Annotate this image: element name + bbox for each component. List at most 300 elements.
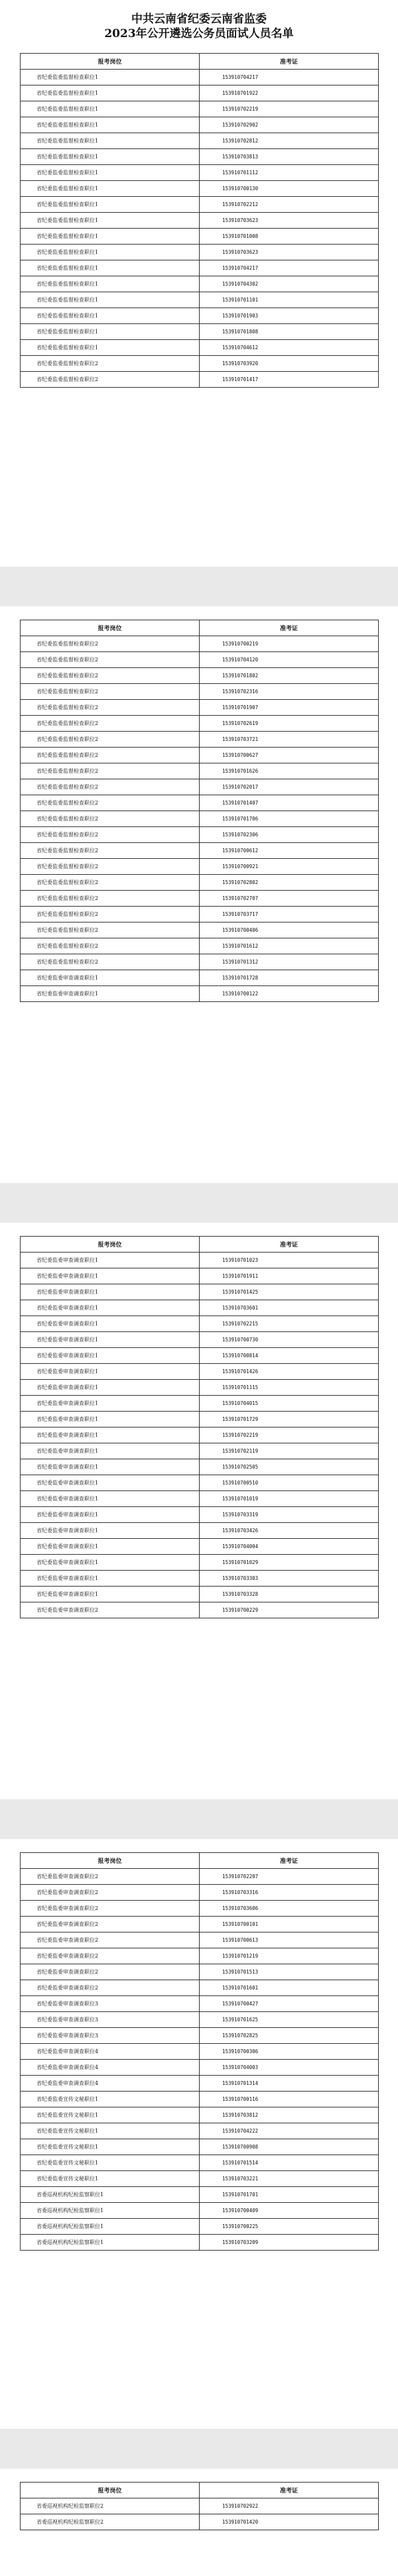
cell-position: 省纪委监委审查调查职位4 (21, 2060, 200, 2076)
cell-ticket-number: 153910701601 (200, 1980, 379, 1996)
cell-ticket-number: 153910702802 (200, 875, 379, 891)
header-position: 报考岗位 (21, 1853, 200, 1869)
cell-position: 省纪委监委审查调查职位1 (21, 1396, 200, 1412)
cell-ticket-number: 153910703303 (200, 1571, 379, 1587)
table-row (21, 1364, 379, 1380)
cell-position: 省纪委监委监督检查职位2 (21, 875, 200, 891)
cell-position: 省纪委监委审查调查职位2 (21, 1917, 200, 1932)
cell-position: 省纪委监委监督检查职位2 (21, 668, 200, 684)
cell-ticket-number: 153910703221 (200, 2171, 379, 2187)
table-row (21, 165, 379, 181)
table-row (21, 1412, 379, 1428)
cell-ticket-number: 153910704302 (200, 276, 379, 292)
table-row (21, 652, 379, 668)
table-row (21, 117, 379, 133)
cell-ticket-number: 153910702825 (200, 2028, 379, 2044)
cell-ticket-number: 153910700409 (200, 2203, 379, 2219)
table-row (21, 2171, 379, 2187)
cell-position: 省纪委监委监督检查职位1 (21, 85, 200, 101)
table-row (21, 2028, 379, 2044)
table-row (21, 101, 379, 117)
cell-ticket-number: 153910704217 (200, 70, 379, 85)
cell-ticket-number: 153910701907 (200, 700, 379, 716)
table-row (21, 1443, 379, 1459)
cell-position: 省纪委监委审查调查职位1 (21, 1571, 200, 1587)
table-row (21, 891, 379, 907)
cell-position: 省纪委监委监督检查职位2 (21, 748, 200, 763)
cell-ticket-number: 153910702212 (200, 197, 379, 213)
cell-position: 省纪委监委审查调查职位1 (21, 1380, 200, 1396)
cell-position: 省纪委监委监督检查职位2 (21, 891, 200, 907)
table-row (21, 2076, 379, 2092)
table-row (21, 907, 379, 923)
table-row (21, 2139, 379, 2155)
interview-table-3 (20, 1236, 379, 1618)
table-row (21, 213, 379, 229)
cell-ticket-number: 153910700306 (200, 2044, 379, 2060)
cell-ticket-number: 153910700814 (200, 1348, 379, 1364)
cell-ticket-number: 153910700510 (200, 1475, 379, 1491)
sheet-5 (0, 2469, 398, 2576)
table-row (21, 356, 379, 372)
table-row (21, 1507, 379, 1523)
cell-ticket-number: 153910701029 (200, 1555, 379, 1571)
table-row (21, 970, 379, 986)
cell-ticket-number: 153910701101 (200, 292, 379, 308)
cell-ticket-number: 153910700921 (200, 859, 379, 875)
cell-position: 省纪委监委监督检查职位2 (21, 907, 200, 923)
table-row (21, 1932, 379, 1948)
table-row (21, 795, 379, 811)
cell-ticket-number: 153910701513 (200, 1964, 379, 1980)
table-row (21, 938, 379, 954)
cell-ticket-number: 153910700627 (200, 748, 379, 763)
table-row (21, 716, 379, 732)
table-row (21, 1284, 379, 1300)
cell-position: 省纪委监委审查调查职位1 (21, 1284, 200, 1300)
cell-position: 省纪委监委监督检查职位2 (21, 923, 200, 938)
table-row (21, 1348, 379, 1364)
cell-ticket-number: 153910703426 (200, 1523, 379, 1539)
cell-position: 省纪委监委监督检查职位1 (21, 260, 200, 276)
cell-ticket-number: 153910700229 (200, 1602, 379, 1618)
table-row (21, 1980, 379, 1996)
table-row (21, 1885, 379, 1901)
table-row (21, 1917, 379, 1932)
title-line-2: 2023年公开遴选公务员面试人员名单 (104, 27, 294, 40)
cell-ticket-number: 153910700613 (200, 1932, 379, 1948)
cell-position: 省纪委监委审查调查职位1 (21, 1523, 200, 1539)
cell-position: 省纪委监委审查调查职位1 (21, 1253, 200, 1268)
cell-ticket-number: 153910701728 (200, 970, 379, 986)
cell-ticket-number: 153910703319 (200, 1507, 379, 1523)
cell-ticket-number: 153910701219 (200, 1948, 379, 1964)
interview-table-2 (20, 620, 379, 1002)
cell-position: 省纪委监委监督检查职位1 (21, 117, 200, 133)
cell-ticket-number: 153910702017 (200, 779, 379, 795)
table-row (21, 2514, 379, 2530)
cell-position: 省委巡视机构纪检监察职位1 (21, 2187, 200, 2203)
cell-position: 省纪委监委监督检查职位2 (21, 938, 200, 954)
cell-position: 省纪委监委审查调查职位2 (21, 1602, 200, 1618)
cell-position: 省纪委监委审查调查职位1 (21, 1268, 200, 1284)
cell-position: 省纪委监委监督检查职位1 (21, 308, 200, 324)
page-gap (0, 1799, 398, 1839)
cell-ticket-number: 153910701612 (200, 938, 379, 954)
cell-ticket-number: 153910700130 (200, 181, 379, 197)
table-header-row (21, 1237, 379, 1253)
table-row (21, 1300, 379, 1316)
cell-ticket-number: 153910702902 (200, 117, 379, 133)
cell-position: 省委巡视机构纪检监察职位1 (21, 2219, 200, 2235)
table-body (21, 1869, 379, 2251)
cell-ticket-number: 153910700101 (200, 1917, 379, 1932)
cell-ticket-number: 153910700225 (200, 2219, 379, 2235)
cell-position: 省纪委监委监督检查职位1 (21, 101, 200, 117)
table-row (21, 1948, 379, 1964)
table-row (21, 2092, 379, 2107)
table-row (21, 324, 379, 340)
cell-ticket-number: 153910700612 (200, 843, 379, 859)
cell-position: 省纪委监委监督检查职位1 (21, 276, 200, 292)
cell-position: 省纪委监委宣传文秘职位1 (21, 2171, 200, 2187)
table-row (21, 2187, 379, 2203)
cell-position: 省纪委监委宣传文秘职位1 (21, 2092, 200, 2107)
cell-ticket-number: 153910701019 (200, 1491, 379, 1507)
table-row (21, 181, 379, 197)
table-row (21, 1268, 379, 1284)
cell-position: 省纪委监委监督检查职位2 (21, 716, 200, 732)
header-ticket: 准考证 (200, 620, 379, 636)
cell-ticket-number: 153910701903 (200, 308, 379, 324)
cell-position: 省纪委监委审查调查职位1 (21, 1539, 200, 1555)
cell-position: 省纪委监委监督检查职位1 (21, 229, 200, 245)
cell-position: 省纪委监委审查调查职位2 (21, 1932, 200, 1948)
cell-position: 省纪委监委宣传文秘职位1 (21, 2123, 200, 2139)
table-row (21, 2219, 379, 2235)
cell-position: 省纪委监委监督检查职位1 (21, 133, 200, 149)
cell-position: 省纪委监委审查调查职位1 (21, 1348, 200, 1364)
cell-position: 省委巡视机构纪检监察职位1 (21, 2235, 200, 2251)
sheet-1 (0, 0, 398, 567)
table-row (21, 859, 379, 875)
cell-position: 省纪委监委监督检查职位2 (21, 827, 200, 843)
table-row (21, 2107, 379, 2123)
table-row (21, 85, 379, 101)
cell-ticket-number: 153910702812 (200, 133, 379, 149)
cell-ticket-number: 153910700122 (200, 986, 379, 1002)
table-row (21, 748, 379, 763)
table-row (21, 260, 379, 276)
table-row (21, 1475, 379, 1491)
table-row (21, 2012, 379, 2028)
cell-position: 省纪委监委审查调查职位1 (21, 1428, 200, 1443)
table-row (21, 827, 379, 843)
header-ticket: 准考证 (200, 54, 379, 70)
table-row (21, 636, 379, 652)
table-row (21, 2203, 379, 2219)
cell-ticket-number: 153910701426 (200, 1364, 379, 1380)
table-row (21, 700, 379, 716)
cell-position: 省纪委监委监督检查职位1 (21, 149, 200, 165)
cell-ticket-number: 153910702505 (200, 1459, 379, 1475)
interview-table-5 (20, 2482, 379, 2530)
cell-position: 省纪委监委宣传文秘职位1 (21, 2107, 200, 2123)
cell-ticket-number: 153910703721 (200, 732, 379, 748)
cell-ticket-number: 153910700116 (200, 2092, 379, 2107)
cell-position: 省纪委监委监督检查职位2 (21, 700, 200, 716)
cell-position: 省纪委监委监督检查职位2 (21, 684, 200, 700)
cell-position: 省纪委监委监督检查职位2 (21, 859, 200, 875)
table-row (21, 2498, 379, 2514)
table-row (21, 1316, 379, 1332)
cell-ticket-number: 153910701701 (200, 2187, 379, 2203)
page-gap (0, 1183, 398, 1223)
cell-position: 省纪委监委审查调查职位4 (21, 2044, 200, 2060)
cell-position: 省纪委监委审查调查职位1 (21, 1555, 200, 1571)
cell-position: 省纪委监委审查调查职位2 (21, 1964, 200, 1980)
cell-ticket-number: 153910703717 (200, 907, 379, 923)
cell-ticket-number: 153910703328 (200, 1587, 379, 1602)
cell-ticket-number: 153910701922 (200, 85, 379, 101)
table-row (21, 668, 379, 684)
cell-position: 省纪委监委监督检查职位1 (21, 292, 200, 308)
table-row (21, 684, 379, 700)
table-row (21, 1996, 379, 2012)
cell-position: 省纪委监委宣传文秘职位1 (21, 2139, 200, 2155)
table-row (21, 1459, 379, 1475)
cell-position: 省纪委监委审查调查职位1 (21, 1507, 200, 1523)
cell-ticket-number: 153910703812 (200, 2107, 379, 2123)
table-row (21, 1253, 379, 1268)
cell-position: 省纪委监委监督检查职位2 (21, 779, 200, 795)
table-row (21, 1396, 379, 1412)
cell-ticket-number: 153910700219 (200, 636, 379, 652)
cell-position: 省纪委监委审查调查职位1 (21, 1412, 200, 1428)
sheet-3 (0, 1223, 398, 1799)
table-row (21, 276, 379, 292)
table-row (21, 1491, 379, 1507)
cell-ticket-number: 153910701312 (200, 954, 379, 970)
header-ticket: 准考证 (200, 2483, 379, 2498)
cell-position: 省纪委监委审查调查职位1 (21, 1587, 200, 1602)
cell-position: 省纪委监委审查调查职位1 (21, 1475, 200, 1491)
table-body (21, 636, 379, 1002)
cell-position: 省纪委监委审查调查职位1 (21, 1300, 200, 1316)
cell-ticket-number: 153910704612 (200, 340, 379, 356)
header-position: 报考岗位 (21, 620, 200, 636)
cell-position: 省纪委监委监督检查职位1 (21, 340, 200, 356)
cell-position: 省纪委监委审查调查职位1 (21, 986, 200, 1002)
table-row (21, 1901, 379, 1917)
cell-position: 省纪委监委监督检查职位1 (21, 165, 200, 181)
cell-ticket-number: 153910701407 (200, 795, 379, 811)
cell-position: 省纪委监委审查调查职位2 (21, 1885, 200, 1901)
table-row (21, 1539, 379, 1555)
table-body (21, 1253, 379, 1618)
cell-ticket-number: 153910702219 (200, 101, 379, 117)
cell-ticket-number: 153910700730 (200, 1332, 379, 1348)
cell-ticket-number: 153910704217 (200, 260, 379, 276)
cell-position: 省纪委监委审查调查职位3 (21, 2028, 200, 2044)
cell-ticket-number: 153910700908 (200, 2139, 379, 2155)
cell-ticket-number: 153910702619 (200, 716, 379, 732)
cell-position: 省纪委监委监督检查职位2 (21, 732, 200, 748)
cell-position: 省纪委监委监督检查职位2 (21, 954, 200, 970)
cell-ticket-number: 153910703623 (200, 245, 379, 260)
cell-position: 省纪委监委审查调查职位1 (21, 970, 200, 986)
cell-ticket-number: 153910701420 (200, 2514, 379, 2530)
cell-position: 省纪委监委审查调查职位1 (21, 1364, 200, 1380)
cell-ticket-number: 153910704222 (200, 2123, 379, 2139)
table-row (21, 2155, 379, 2171)
cell-ticket-number: 153910703209 (200, 2235, 379, 2251)
page-gap (0, 567, 398, 606)
cell-ticket-number: 153910704003 (200, 2060, 379, 2076)
table-row (21, 811, 379, 827)
table-row (21, 1332, 379, 1348)
cell-ticket-number: 153910702119 (200, 1443, 379, 1459)
table-row (21, 1964, 379, 1980)
table-row (21, 1602, 379, 1618)
table-row (21, 229, 379, 245)
cell-ticket-number: 153910701008 (200, 229, 379, 245)
document-title (0, 0, 398, 41)
cell-position: 省纪委监委监督检查职位1 (21, 70, 200, 85)
cell-position: 省纪委监委监督检查职位2 (21, 652, 200, 668)
cell-ticket-number: 153910702306 (200, 827, 379, 843)
cell-ticket-number: 153910700406 (200, 923, 379, 938)
cell-ticket-number: 153910701023 (200, 1253, 379, 1268)
cell-position: 省委巡视机构纪检监察职位1 (21, 2203, 200, 2219)
cell-ticket-number: 153910702207 (200, 1869, 379, 1885)
cell-position: 省纪委监委审查调查职位1 (21, 1316, 200, 1332)
table-row (21, 245, 379, 260)
cell-position: 省纪委监委监督检查职位2 (21, 843, 200, 859)
cell-ticket-number: 153910702707 (200, 891, 379, 907)
interview-table-1 (20, 53, 379, 388)
table-row (21, 843, 379, 859)
cell-position: 省纪委监委监督检查职位2 (21, 795, 200, 811)
cell-ticket-number: 153910701729 (200, 1412, 379, 1428)
table-row (21, 2235, 379, 2251)
cell-position: 省委巡视机构纪检监察职位2 (21, 2514, 200, 2530)
cell-ticket-number: 153910701417 (200, 372, 379, 388)
cell-position: 省纪委监委审查调查职位3 (21, 2012, 200, 2028)
cell-ticket-number: 153910701802 (200, 668, 379, 684)
cell-position: 省纪委监委审查调查职位1 (21, 1332, 200, 1348)
header-position: 报考岗位 (21, 54, 200, 70)
cell-position: 省纪委监委监督检查职位2 (21, 811, 200, 827)
table-row (21, 340, 379, 356)
table-header-row (21, 1853, 379, 1869)
cell-position: 省纪委监委监督检查职位1 (21, 197, 200, 213)
table-row (21, 779, 379, 795)
table-row (21, 2044, 379, 2060)
cell-ticket-number: 153910701808 (200, 324, 379, 340)
cell-position: 省纪委监委审查调查职位2 (21, 1948, 200, 1964)
cell-ticket-number: 153910701706 (200, 811, 379, 827)
table-row (21, 923, 379, 938)
cell-ticket-number: 153910704015 (200, 1396, 379, 1412)
table-row (21, 149, 379, 165)
table-body (21, 70, 379, 388)
cell-ticket-number: 153910701425 (200, 1284, 379, 1300)
table-row (21, 1380, 379, 1396)
cell-ticket-number: 153910702215 (200, 1316, 379, 1332)
cell-position: 省纪委监委监督检查职位2 (21, 356, 200, 372)
cell-position: 省纪委监委监督检查职位1 (21, 245, 200, 260)
cell-ticket-number: 153910702922 (200, 2498, 379, 2514)
cell-ticket-number: 153910703920 (200, 356, 379, 372)
cell-position: 省纪委监委审查调查职位4 (21, 2076, 200, 2092)
cell-position: 省纪委监委监督检查职位1 (21, 213, 200, 229)
cell-ticket-number: 153910703623 (200, 213, 379, 229)
cell-ticket-number: 153910701626 (200, 763, 379, 779)
header-ticket: 准考证 (200, 1237, 379, 1253)
cell-ticket-number: 153910703601 (200, 1300, 379, 1316)
table-row (21, 70, 379, 85)
page-gap (0, 2429, 398, 2469)
cell-ticket-number: 153910701314 (200, 2076, 379, 2092)
table-row (21, 2123, 379, 2139)
table-row (21, 1555, 379, 1571)
header-ticket: 准考证 (200, 1853, 379, 1869)
table-header-row (21, 54, 379, 70)
sheet-2 (0, 606, 398, 1183)
cell-ticket-number: 153910703813 (200, 149, 379, 165)
table-row (21, 986, 379, 1002)
cell-position: 省纪委监委监督检查职位1 (21, 181, 200, 197)
cell-position: 省纪委监委审查调查职位2 (21, 1980, 200, 1996)
cell-ticket-number: 153910700427 (200, 1996, 379, 2012)
cell-position: 省纪委监委审查调查职位3 (21, 1996, 200, 2012)
cell-ticket-number: 153910701115 (200, 1380, 379, 1396)
table-header-row (21, 2483, 379, 2498)
cell-position: 省纪委监委监督检查职位2 (21, 636, 200, 652)
table-row (21, 875, 379, 891)
table-row (21, 2060, 379, 2076)
cell-ticket-number: 153910702219 (200, 1428, 379, 1443)
table-row (21, 732, 379, 748)
table-row (21, 763, 379, 779)
table-row (21, 372, 379, 388)
cell-ticket-number: 153910704004 (200, 1539, 379, 1555)
table-row (21, 197, 379, 213)
table-row (21, 308, 379, 324)
table-row (21, 1571, 379, 1587)
cell-ticket-number: 153910701112 (200, 165, 379, 181)
interview-table-4 (20, 1852, 379, 2251)
table-row (21, 1587, 379, 1602)
cell-position: 省纪委监委审查调查职位1 (21, 1491, 200, 1507)
cell-ticket-number: 153910704120 (200, 652, 379, 668)
cell-position: 省纪委监委审查调查职位2 (21, 1901, 200, 1917)
table-row (21, 954, 379, 970)
cell-position: 省纪委监委审查调查职位2 (21, 1869, 200, 1885)
table-row (21, 1523, 379, 1539)
cell-position: 省纪委监委监督检查职位2 (21, 763, 200, 779)
header-position: 报考岗位 (21, 2483, 200, 2498)
table-header-row (21, 620, 379, 636)
cell-position: 省纪委监委监督检查职位1 (21, 324, 200, 340)
cell-ticket-number: 153910703316 (200, 1885, 379, 1901)
cell-ticket-number: 153910702316 (200, 684, 379, 700)
table-row (21, 1869, 379, 1885)
cell-ticket-number: 153910701625 (200, 2012, 379, 2028)
header-position: 报考岗位 (21, 1237, 200, 1253)
sheet-4 (0, 1839, 398, 2429)
